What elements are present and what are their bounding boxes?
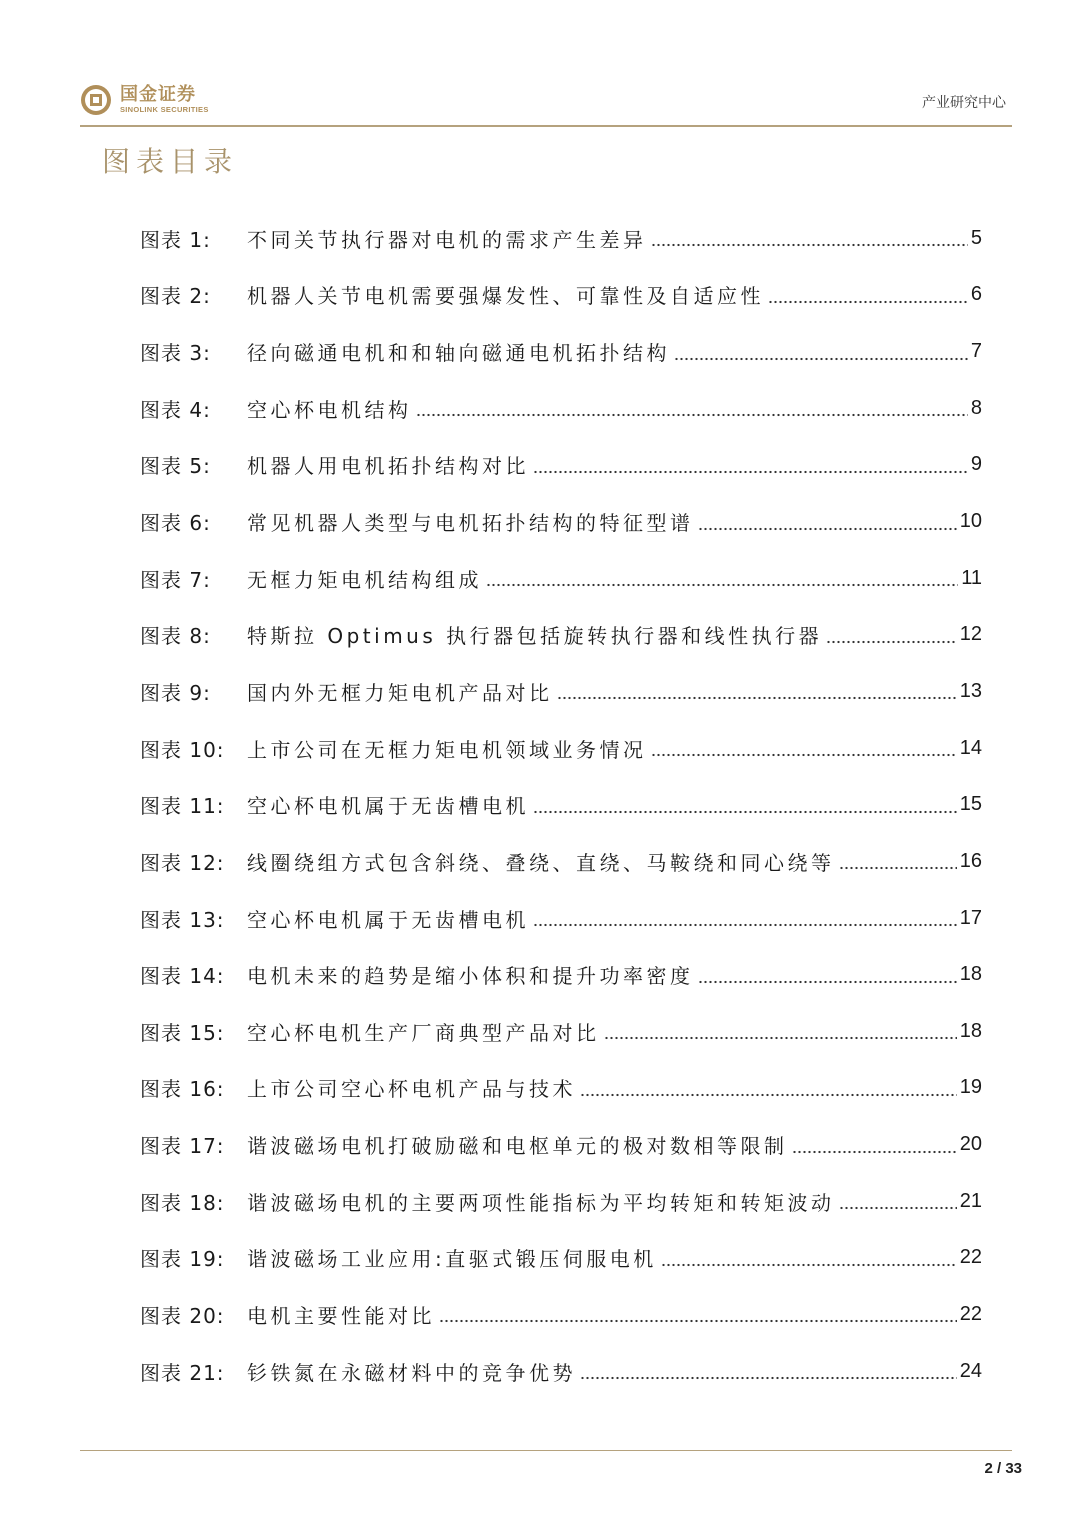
toc-entry-number: 图表 17: xyxy=(140,1134,225,1159)
toc-dot-leader xyxy=(839,866,957,870)
toc-entry[interactable] xyxy=(140,1173,982,1230)
toc-entry-label: 空心杯电机生产厂商典型产品对比 xyxy=(247,1020,600,1045)
toc-dot-leader xyxy=(580,1376,957,1380)
toc-dot-leader xyxy=(416,413,968,417)
toc-entry-page: 17 xyxy=(959,906,982,929)
toc-entry-label: 谐波磁场电机的主要两项性能指标为平均转矩和转矩波动 xyxy=(247,1190,835,1215)
logo-cn: 国金证券 xyxy=(120,84,196,105)
toc-dot-leader xyxy=(826,640,957,644)
footer-divider xyxy=(80,1450,1012,1451)
figure-toc-list xyxy=(140,210,982,1399)
toc-dot-leader xyxy=(768,300,968,304)
toc-entry-number: 图表 12: xyxy=(140,850,225,875)
toc-entry-number: 图表 19: xyxy=(140,1247,225,1272)
toc-dot-leader xyxy=(651,753,957,757)
logo-en: SINOLINK SECURITIES xyxy=(120,105,209,114)
toc-entry-number: 图表 20: xyxy=(140,1303,225,1328)
toc-dot-leader xyxy=(557,696,957,700)
header-section-label: 产业研究中心 xyxy=(922,95,1006,111)
toc-entry-label: 空心杯电机属于无齿槽电机 xyxy=(247,907,529,932)
toc-dot-leader xyxy=(698,980,957,984)
toc-entry[interactable] xyxy=(140,267,982,324)
page-number: 2 / 33 xyxy=(984,1460,1022,1477)
toc-entry-label: 空心杯电机结构 xyxy=(247,397,412,422)
toc-entry[interactable] xyxy=(140,1116,982,1173)
toc-entry-number: 图表 3: xyxy=(140,341,211,366)
toc-entry-number: 图表 1: xyxy=(140,227,211,252)
toc-entry-number: 图表 8: xyxy=(140,624,211,649)
toc-entry-page: 6 xyxy=(970,283,982,306)
toc-entry-number: 图表 5: xyxy=(140,454,211,479)
toc-entry-number: 图表 2: xyxy=(140,284,211,309)
header-divider xyxy=(80,125,1012,127)
toc-entry-page: 13 xyxy=(959,679,982,702)
toc-dot-leader xyxy=(533,923,957,927)
toc-entry-page: 19 xyxy=(959,1076,982,1099)
toc-entry[interactable] xyxy=(140,720,982,777)
logo xyxy=(80,80,209,120)
toc-dot-leader xyxy=(661,1263,957,1267)
toc-dot-leader xyxy=(439,1319,957,1323)
toc-entry-page: 12 xyxy=(959,623,982,646)
toc-entry[interactable] xyxy=(140,380,982,437)
toc-entry-page: 15 xyxy=(959,793,982,816)
toc-entry-label: 机器人用电机拓扑结构对比 xyxy=(247,454,529,479)
toc-entry-number: 图表 6: xyxy=(140,511,211,536)
toc-dot-leader xyxy=(839,1206,957,1210)
toc-dot-leader xyxy=(651,243,968,247)
toc-entry[interactable] xyxy=(140,1003,982,1060)
toc-entry-number: 图表 13: xyxy=(140,907,225,932)
toc-entry-page: 22 xyxy=(959,1246,982,1269)
toc-entry-page: 21 xyxy=(959,1189,982,1212)
toc-dot-leader xyxy=(698,527,957,531)
toc-entry[interactable] xyxy=(140,946,982,1003)
toc-dot-leader xyxy=(604,1036,957,1040)
toc-entry[interactable] xyxy=(140,437,982,494)
toc-entry[interactable] xyxy=(140,493,982,550)
sinolink-logo-icon xyxy=(80,84,112,116)
toc-entry-number: 图表 10: xyxy=(140,737,225,762)
logo-text xyxy=(120,85,209,115)
toc-entry[interactable] xyxy=(140,833,982,890)
toc-entry-number: 图表 14: xyxy=(140,964,225,989)
toc-entry[interactable] xyxy=(140,776,982,833)
toc-entry[interactable] xyxy=(140,323,982,380)
toc-entry-page: 11 xyxy=(961,566,982,589)
toc-entry-label: 电机主要性能对比 xyxy=(247,1303,435,1328)
toc-entry-page: 20 xyxy=(959,1133,982,1156)
toc-entry-page: 5 xyxy=(970,226,982,249)
toc-dot-leader xyxy=(792,1150,957,1154)
toc-entry-label: 电机未来的趋势是缩小体积和提升功率密度 xyxy=(247,964,694,989)
toc-entry-page: 16 xyxy=(959,849,982,872)
toc-entry[interactable] xyxy=(140,1060,982,1117)
toc-dot-leader xyxy=(533,470,968,474)
toc-entry[interactable] xyxy=(140,606,982,663)
toc-entry-number: 图表 9: xyxy=(140,680,211,705)
toc-entry-label: 上市公司空心杯电机产品与技术 xyxy=(247,1077,576,1102)
toc-entry-page: 14 xyxy=(959,736,982,759)
toc-entry-label: 上市公司在无框力矩电机领域业务情况 xyxy=(247,737,647,762)
toc-entry-label: 不同关节执行器对电机的需求产生差异 xyxy=(247,227,647,252)
toc-entry-page: 7 xyxy=(970,340,982,363)
toc-entry-number: 图表 4: xyxy=(140,397,211,422)
toc-entry-label: 常见机器人类型与电机拓扑结构的特征型谱 xyxy=(247,511,694,536)
toc-dot-leader xyxy=(486,583,958,587)
toc-entry-number: 图表 21: xyxy=(140,1360,225,1385)
toc-entry[interactable] xyxy=(140,1343,982,1400)
toc-entry-number: 图表 11: xyxy=(140,794,225,819)
toc-entry[interactable] xyxy=(140,1230,982,1287)
toc-entry-label: 国内外无框力矩电机产品对比 xyxy=(247,680,553,705)
toc-entry-label: 机器人关节电机需要强爆发性、可靠性及自适应性 xyxy=(247,284,764,309)
toc-entry-label: 谐波磁场电机打破励磁和电枢单元的极对数相等限制 xyxy=(247,1134,788,1159)
toc-dot-leader xyxy=(533,810,957,814)
toc-entry-label: 空心杯电机属于无齿槽电机 xyxy=(247,794,529,819)
toc-entry[interactable] xyxy=(140,550,982,607)
toc-entry-page: 8 xyxy=(970,396,982,419)
toc-entry-label: 特斯拉 Optimus 执行器包括旋转执行器和线性执行器 xyxy=(247,624,823,649)
toc-entry[interactable] xyxy=(140,890,982,947)
toc-entry-page: 18 xyxy=(959,1019,982,1042)
toc-entry-label: 径向磁通电机和和轴向磁通电机拓扑结构 xyxy=(247,341,670,366)
page-header xyxy=(80,76,1012,126)
toc-entry-label: 谐波磁场工业应用:直驱式锻压伺服电机 xyxy=(247,1247,657,1272)
toc-entry[interactable] xyxy=(140,1286,982,1343)
toc-entry-label: 线圈绕组方式包含斜绕、叠绕、直绕、马鞍绕和同心绕等 xyxy=(247,850,835,875)
toc-dot-leader xyxy=(674,357,968,361)
toc-title: 图表目录 xyxy=(102,145,239,178)
toc-entry[interactable] xyxy=(140,663,982,720)
toc-entry-label: 钐铁氮在永磁材料中的竞争优势 xyxy=(247,1360,576,1385)
toc-entry-number: 图表 15: xyxy=(140,1020,225,1045)
toc-entry-number: 图表 7: xyxy=(140,567,211,592)
toc-entry-page: 18 xyxy=(959,963,982,986)
toc-entry-page: 9 xyxy=(970,453,982,476)
toc-entry[interactable] xyxy=(140,210,982,267)
toc-dot-leader xyxy=(580,1093,957,1097)
toc-entry-label: 无框力矩电机结构组成 xyxy=(247,567,482,592)
toc-entry-number: 图表 18: xyxy=(140,1190,225,1215)
toc-entry-page: 24 xyxy=(959,1359,982,1382)
toc-entry-number: 图表 16: xyxy=(140,1077,225,1102)
toc-entry-page: 22 xyxy=(959,1302,982,1325)
toc-entry-page: 10 xyxy=(959,510,982,533)
